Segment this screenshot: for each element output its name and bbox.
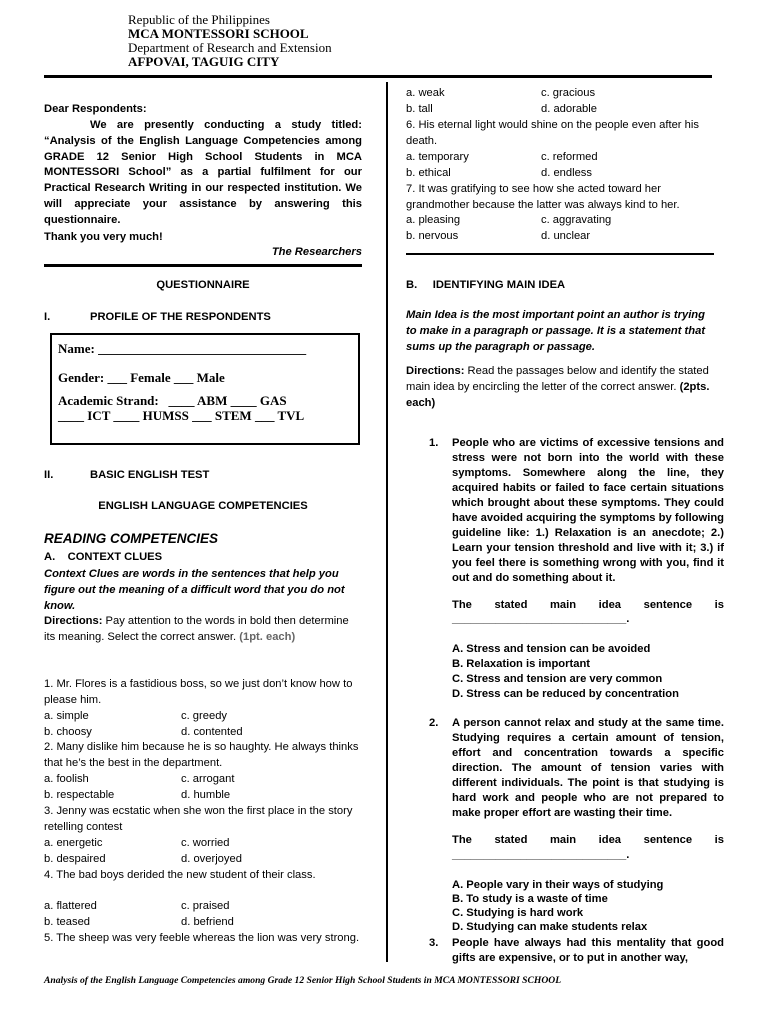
section-2-title: BASIC ENGLISH TEST [90,469,210,481]
letter-divider [44,264,362,267]
header-divider [44,75,712,78]
letter-signature: The Researchers [271,246,362,258]
section-1-title: PROFILE OF THE RESPONDENTS [90,311,271,323]
q7-option-a[interactable]: a. pleasing [406,214,461,226]
directions-label: Directions: [44,615,103,627]
q5-option-c[interactable]: c. gracious [541,87,596,99]
q6-option-b[interactable]: b. ethical [406,167,451,179]
passage-3-text: People have always had this mentality that good gifts are expensive, or to put in another way, [452,937,724,964]
passage-1-choice-b[interactable]: B. Relaxation is important [452,658,591,670]
header-republic: Republic of the Philippines [128,12,270,27]
q3-option-b[interactable]: b. despaired [44,853,106,865]
questionnaire-title: QUESTIONNAIRE [156,279,250,291]
q1-option-b[interactable]: b. choosy [44,726,92,738]
letter-body: We are presently conducting a study titled: “Analysis of the English Language Competencies among GRADE 12 Senior High School Students in MCA MONTESSORI School” as a partial fulfilment for our Practical Research Writing in our respected institution. We will appreciate your assistance by answering this questionnaire. [44,119,362,226]
q4-option-a[interactable]: a. flattered [44,900,97,912]
question-6-stem: 6. His eternal light would shine on the people even after his death. [406,119,699,147]
gender-field[interactable]: Gender: ___ Female ___ Male [58,370,225,385]
passage-1-text: People who are victims of excessive tensions and stress were not born into the world with these symptoms. Somewhere along the line, they acquired habits or failed to face certain situations which brought about these symptoms. They could have avoided acquiring the symptoms by following guideline like: 1.) Relaxation is an anecdote; 2.) Learn your tension threshold and live with it; 3.) if you feel there is something wrong with you, find it out and do something about it. [452,437,724,584]
question-3-stem: 3. Jenny was ecstatic when she won the first place in the story retelling contest [44,805,353,833]
passage-2-choice-a[interactable]: A. People vary in their ways of studying [452,879,664,891]
strand-field-line1[interactable]: Academic Strand: ____ ABM ____ GAS [58,393,287,408]
q6-option-c[interactable]: c. reformed [541,151,598,163]
header-address: AFPOVAI, TAGUIG CITY [128,54,280,69]
part-a-divider [406,253,714,255]
page-footer: Analysis of the English Language Competencies among Grade 12 Senior High School Students in MCA MONTESSORI SCHOOL [44,975,562,986]
q2-option-a[interactable]: a. foolish [44,773,89,785]
q7-option-c[interactable]: c. aggravating [541,214,612,226]
q6-option-a[interactable]: a. temporary [406,151,469,163]
passage-1-choice-a[interactable]: A. Stress and tension can be avoided [452,643,651,655]
column-divider [386,82,388,962]
passage-2-number: 2. [429,717,439,729]
q4-option-d[interactable]: d. befriend [181,916,234,928]
q2-option-c[interactable]: c. arrogant [181,773,235,785]
part-a-directions [44,614,362,646]
section-2-number: II. [44,469,54,481]
name-field[interactable]: Name: ________________________________ [58,341,307,356]
profile-box [50,333,360,445]
passage-2-text: A person cannot relax and study at the same time. Studying requires a certain amount of tension, effort and concentration towards a specific direction. The amount of tension varies with different individuals. The point is that studying is hard work and people who are not prepared to make proper effort are wasting their time. [452,717,724,819]
q2-option-b[interactable]: b. respectable [44,789,115,801]
passage-3-number: 3. [429,937,439,949]
question-1-stem: 1. Mr. Flores is a fastidious boss, so we just don’t know how to please him. [44,678,353,706]
question-4-stem: 4. The bad boys derided the new student of their class. [44,869,316,881]
context-clues-definition: Context Clues are words in the sentences that help you figure out the meaning of a difficult word that you do not know. [44,568,345,612]
directions-points: (1pt. each) [239,630,296,643]
passage-1-blank[interactable]: ____________________________. [452,613,630,625]
competencies-subtitle: ENGLISH LANGUAGE COMPETENCIES [98,500,308,512]
passage-2-choice-c[interactable]: C. Studying is hard work [452,907,584,919]
q1-option-c[interactable]: c. greedy [181,710,228,722]
q3-option-a[interactable]: a. energetic [44,837,103,849]
passage-1-prompt: The stated main idea sentence is [452,599,724,611]
q3-option-c[interactable]: c. worried [181,837,230,849]
passage-1-number: 1. [429,437,439,449]
part-a-title: A. CONTEXT CLUES [44,551,163,563]
directions-text: Pay attention to the words in bold then determine its meaning. Select the correct answer. [44,615,349,643]
q1-option-a[interactable]: a. simple [44,710,89,722]
q6-option-d[interactable]: d. endless [541,167,592,179]
part-b-directions-points: (2pts. each) [406,380,710,409]
main-idea-definition: Main Idea is the most important point an author is trying to make in a paragraph or passage. It is a statement that sums up the paragraph or passage. [406,309,706,353]
q4-option-b[interactable]: b. teased [44,916,91,928]
section-1-number: I. [44,311,51,323]
q3-option-d[interactable]: d. overjoyed [181,853,242,865]
header-school-name: MCA MONTESSORI SCHOOL [128,26,309,41]
passage-2-prompt: The stated main idea sentence is [452,834,724,846]
q5-option-a[interactable]: a. weak [406,87,445,99]
passage-2-blank[interactable]: ____________________________. [452,849,630,861]
q4-option-c[interactable]: c. praised [181,900,230,912]
q5-option-d[interactable]: d. adorable [541,103,597,115]
q2-option-d[interactable]: d. humble [181,789,231,801]
passage-1-choice-c[interactable]: C. Stress and tension are very common [452,673,663,685]
letter-thanks: Thank you very much! [44,231,163,243]
part-b-directions [406,364,716,411]
question-5-stem: 5. The sheep was very feeble whereas the lion was very strong. [44,932,360,944]
passage-2-choice-b[interactable]: B. To study is a waste of time [452,893,608,905]
q7-option-d[interactable]: d. unclear [541,230,591,242]
reading-title: READING COMPETENCIES [44,531,219,546]
header-department: Department of Research and Extension [128,40,332,55]
strand-field-line2[interactable]: ____ ICT ____ HUMSS ___ STEM ___ TVL [58,408,305,423]
part-b-title: B. IDENTIFYING MAIN IDEA [406,279,566,291]
q1-option-d[interactable]: d. contented [181,726,243,738]
letter-salutation: Dear Respondents: [44,103,147,115]
passage-2-choice-d[interactable]: D. Studying can make students relax [452,921,648,933]
q5-option-b[interactable]: b. tall [406,103,433,115]
passage-1-choice-d[interactable]: D. Stress can be reduced by concentration [452,688,679,700]
part-b-directions-label: Directions: [406,365,465,377]
q7-option-b[interactable]: b. nervous [406,230,459,242]
question-7-stem: 7. It was gratifying to see how she acted toward her grandmother because the latter was always kind to her. [406,183,680,211]
part-b-directions-text: Read the passages below and identify the stated main idea by encircling the letter of the correct answer. [406,365,709,393]
question-2-stem: 2. Many dislike him because he is so haughty. He always thinks that he’s the best in the department. [44,741,359,769]
